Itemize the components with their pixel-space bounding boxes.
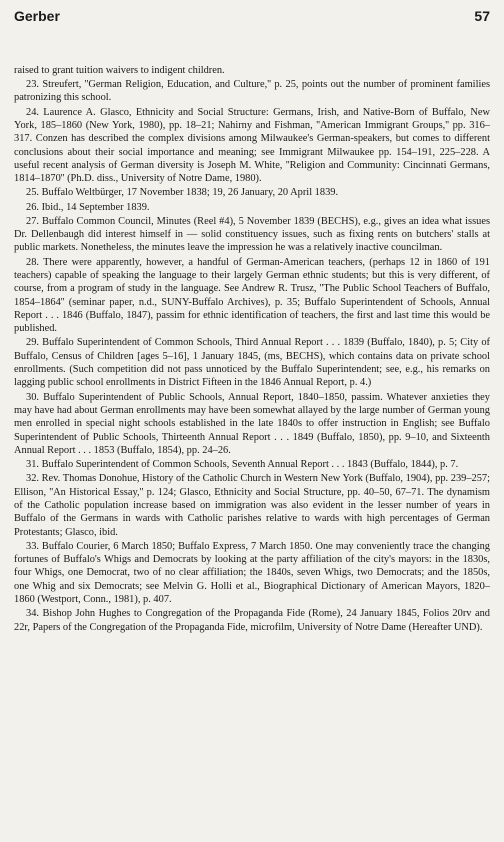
page-header [14, 8, 490, 28]
note-26: 26. Ibid., 14 September 1839. [26, 201, 150, 213]
endnotes [14, 64, 490, 635]
running-head: Gerber [14, 8, 60, 24]
note-27: 27. Buffalo Common Council, Minutes (Reel #4), 5 November 1839 (BECHS), e.g., gives an idea what issues Dr. Dellenbaugh did interest himself in — solid constituency issues, such as fixing rents on butchers' stalls at public markets. Nonetheless, the minutes leave the impression he was a relatively inactive councilman. [14, 215, 490, 254]
page-number: 57 [474, 8, 490, 24]
note-24: 24. Laurence A. Glasco, Ethnicity and Social Structure: Germans, Irish, and Native-Born of Buffalo, New York, 185–1860 (New York, 1980), pp. 18–21; Nahirny and Fishman, ''American Immigrant Groups,'' pp. 316–317. Conzen has described the complex divisions among Milwaukee's German-speakers, but comes to different conclusions about their social importance and meaning; see Immigrant Milwaukee pp. 154–191, 225–228. A useful recent analysis of German diversity is Joseph M. White, ''Religion and Community: Cincinnati Germans, 1814–1870'' (Ph.D. diss., University of Notre Dame, 1980). [14, 106, 490, 185]
note-continued: raised to grant tuition waivers to indigent children. [14, 65, 225, 76]
note-34: 34. Bishop John Hughes to Congregation of the Propaganda Fide (Rome), 24 January 1845, Folios 20rv and 22r, Papers of the Congregation of the Propaganda Fide, microfilm, University of Notre Dame (Hereafter UND). [14, 608, 490, 633]
note-25: 25. Buffalo Weltbürger, 17 November 1838; 19, 26 January, 20 April 1839. [26, 187, 339, 199]
note-33: 33. Buffalo Courier, 6 March 1850; Buffalo Express, 7 March 1850. One may conveniently trace the changing fortunes of Buffalo's Whigs and Democrats by looking at the party affiliation of the city's mayors: in the 1830s, four Whigs, one Democrat, two of no clear affiliation; the 1840s, seven Whigs, two Democrats; and the 1850s, one Whig and six Democrats; see Melvin G. Holli et al., Biographical Dictionary of American Mayors, 1820–1860 (Westport, Conn., 1981), p. 407. [14, 540, 490, 606]
note-28: 28. There were apparently, however, a handful of German-American teachers, (perhaps 12 in 1860 of 191 teachers) capable of speaking the language to their largely German ethnic students; but this is very different, of course, from a program of study in the language. See Andrew R. Trusz, ''The Public School Teachers of Buffalo, 1854–1864'' (seminar paper, n.d., SUNY-Buffalo Archives), p. 35; Buffalo Superintendent of Schools, Annual Report . . . 1846 (Buffalo, 1847), passim for ethnic identification of teachers, the first and last time this would be published. [14, 256, 490, 335]
note-32: 32. Rev. Thomas Donohue, History of the Catholic Church in Western New York (Buffalo, 1904), pp. 239–257; Ellison, ''An Historical Essay,'' p. 124; Glasco, Ethnicity and Social Structure, pp. 40–50, 67–71. The dynamism of the Catholic population increase based on immigration was also evident in the lesser number of years in Buffalo of the Germans in wards with Catholic parishes relative to wards with high percentages of German Protestants; Glasco, ibid. [14, 473, 490, 538]
note-30: 30. Buffalo Superintendent of Public Schools, Annual Report, 1840–1850, passim. Whatever anxieties they may have had about German enrollments may have been somewhat allayed by the large number of German young men enrolled in special night schools established in the late 1840s to offer instruction in English; see Buffalo Superintendent of Public Schools, Thirteenth Annual Report . . . 1849 (Buffalo, 1850), pp. 9–10, and Sixteenth Annual Report . . . 1853 (Buffalo, 1854), pp. 24–26. [14, 391, 490, 456]
note-29: 29. Buffalo Superintendent of Common Schools, Third Annual Report . . . 1839 (Buffalo, 1840), p. 5; City of Buffalo, Census of Children [ages 5–16], 1 January 1845, (ms, BECHS), which contains data on private school enrollments. (Such competition did not pass unnoticed by the Buffalo Superintendent; see, e.g., his remarks on lagging public school enrollments in District Fifteen in the 1846 Annual Report, p. 4.) [14, 337, 490, 389]
note-23: 23. Streufert, ''German Religion, Education, and Culture,'' p. 25, points out the number of prominent families patronizing this school. [14, 79, 490, 104]
note-31: 31. Buffalo Superintendent of Common Schools, Seventh Annual Report . . . 1843 (Buffalo, 1844), p. 7. [26, 459, 459, 471]
